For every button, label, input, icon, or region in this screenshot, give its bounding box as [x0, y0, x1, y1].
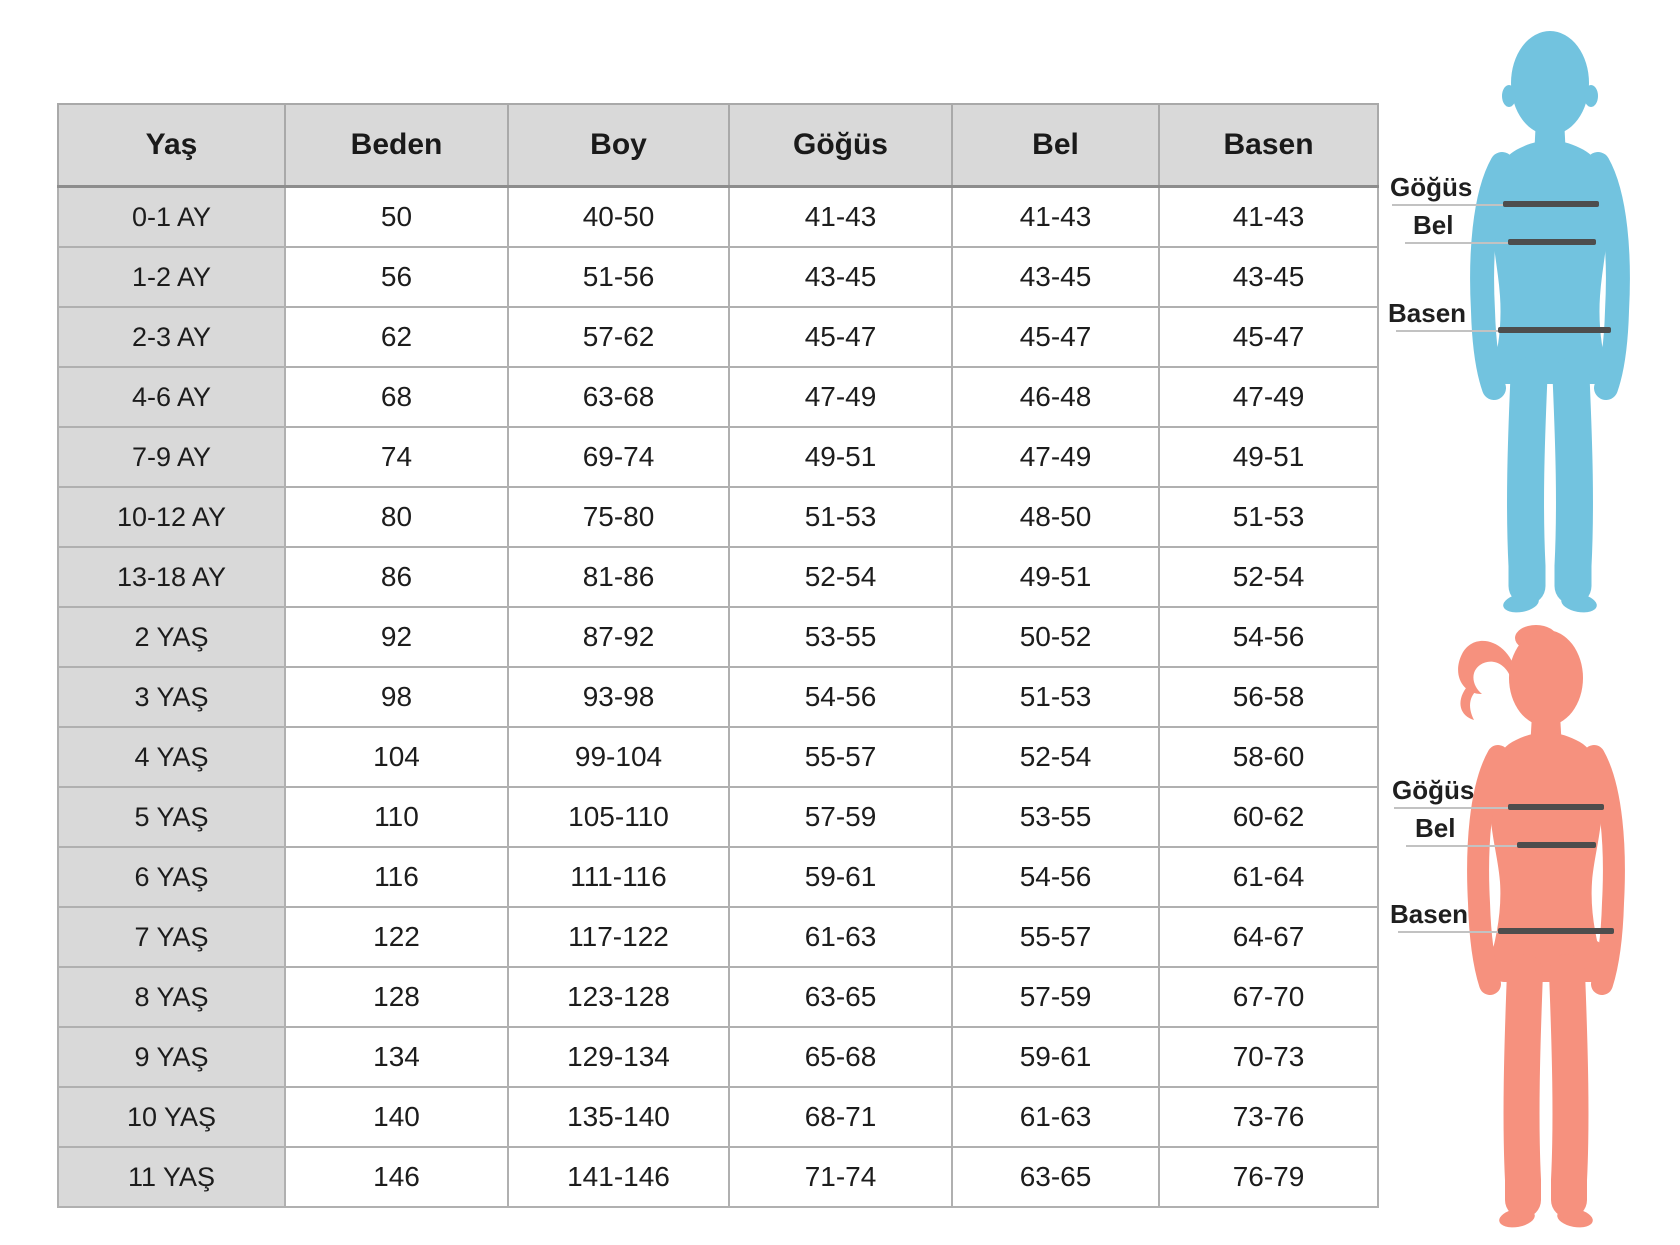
age-cell: 11 YAŞ	[58, 1147, 285, 1207]
girl-leg-left	[1522, 972, 1525, 1200]
girl-leg-right	[1567, 972, 1570, 1200]
value-cell: 61-64	[1159, 847, 1378, 907]
value-cell: 52-54	[952, 727, 1159, 787]
value-cell: 116	[285, 847, 508, 907]
girl-hip-label: Basen	[1390, 899, 1469, 929]
boy-leg-right	[1571, 376, 1574, 586]
table-row	[58, 727, 1378, 787]
column-header: Bel	[952, 104, 1159, 187]
value-cell: 86	[285, 547, 508, 607]
value-cell: 63-65	[952, 1147, 1159, 1207]
value-cell: 57-59	[952, 967, 1159, 1027]
table-row	[58, 367, 1378, 427]
table-body	[58, 187, 1378, 1208]
boy-hip-measure-line	[1498, 327, 1611, 333]
value-cell: 49-51	[729, 427, 952, 487]
value-cell: 64-67	[1159, 907, 1378, 967]
value-cell: 54-56	[1159, 607, 1378, 667]
value-cell: 41-43	[729, 187, 952, 248]
value-cell: 76-79	[1159, 1147, 1378, 1207]
age-cell: 5 YAŞ	[58, 787, 285, 847]
value-cell: 51-53	[952, 667, 1159, 727]
value-cell: 46-48	[952, 367, 1159, 427]
value-cell: 59-61	[952, 1027, 1159, 1087]
value-cell: 67-70	[1159, 967, 1378, 1027]
value-cell: 65-68	[729, 1027, 952, 1087]
value-cell: 55-57	[952, 907, 1159, 967]
age-cell: 4-6 AY	[58, 367, 285, 427]
column-header: Basen	[1159, 104, 1378, 187]
age-cell: 10-12 AY	[58, 487, 285, 547]
column-header: Beden	[285, 104, 508, 187]
value-cell: 73-76	[1159, 1087, 1378, 1147]
boy-waist-measure-line	[1508, 239, 1596, 245]
value-cell: 40-50	[508, 187, 729, 248]
girl-chest-label: Göğüs	[1392, 775, 1475, 805]
value-cell: 59-61	[729, 847, 952, 907]
value-cell: 63-65	[729, 967, 952, 1027]
value-cell: 93-98	[508, 667, 729, 727]
value-cell: 43-45	[729, 247, 952, 307]
value-cell: 57-62	[508, 307, 729, 367]
value-cell: 140	[285, 1087, 508, 1147]
value-cell: 45-47	[729, 307, 952, 367]
value-cell: 50	[285, 187, 508, 248]
value-cell: 69-74	[508, 427, 729, 487]
age-cell: 9 YAŞ	[58, 1027, 285, 1087]
value-cell: 87-92	[508, 607, 729, 667]
value-cell: 55-57	[729, 727, 952, 787]
age-cell: 3 YAŞ	[58, 667, 285, 727]
girl-chest-leader-line	[1394, 807, 1508, 809]
value-cell: 74	[285, 427, 508, 487]
girl-head	[1509, 630, 1583, 726]
table-header-row	[58, 104, 1378, 187]
boy-waist-label: Bel	[1413, 210, 1454, 240]
value-cell: 51-53	[1159, 487, 1378, 547]
table-row	[58, 187, 1378, 248]
value-cell: 51-53	[729, 487, 952, 547]
value-cell: 54-56	[729, 667, 952, 727]
value-cell: 68-71	[729, 1087, 952, 1147]
value-cell: 49-51	[952, 547, 1159, 607]
value-cell: 49-51	[1159, 427, 1378, 487]
value-cell: 53-55	[952, 787, 1159, 847]
girl-chest-measure-line	[1508, 804, 1604, 810]
table-row	[58, 487, 1378, 547]
boy-ear-right	[1584, 85, 1598, 107]
value-cell: 141-146	[508, 1147, 729, 1207]
value-cell: 52-54	[1159, 547, 1378, 607]
boy-ear-left	[1502, 85, 1516, 107]
value-cell: 51-56	[508, 247, 729, 307]
table-row	[58, 847, 1378, 907]
value-cell: 47-49	[952, 427, 1159, 487]
value-cell: 122	[285, 907, 508, 967]
age-cell: 7-9 AY	[58, 427, 285, 487]
boy-chest-measure-line	[1503, 201, 1599, 207]
age-cell: 0-1 AY	[58, 187, 285, 248]
value-cell: 134	[285, 1027, 508, 1087]
value-cell: 129-134	[508, 1027, 729, 1087]
value-cell: 41-43	[1159, 187, 1378, 248]
boy-chest-label: Göğüs	[1390, 172, 1473, 202]
girl-waist-leader-line	[1406, 845, 1517, 847]
age-cell: 2-3 AY	[58, 307, 285, 367]
table-row	[58, 247, 1378, 307]
value-cell: 60-62	[1159, 787, 1378, 847]
value-cell: 50-52	[952, 607, 1159, 667]
girl-ponytail-tip	[1460, 688, 1476, 720]
age-cell: 10 YAŞ	[58, 1087, 285, 1147]
value-cell: 61-63	[952, 1087, 1159, 1147]
column-header: Göğüs	[729, 104, 952, 187]
age-cell: 4 YAŞ	[58, 727, 285, 787]
column-header: Boy	[508, 104, 729, 187]
girl-hip-leader-line	[1398, 931, 1498, 933]
value-cell: 75-80	[508, 487, 729, 547]
boy-hip-leader-line	[1396, 330, 1498, 332]
value-cell: 68	[285, 367, 508, 427]
girl-waist-label: Bel	[1415, 813, 1456, 843]
age-cell: 1-2 AY	[58, 247, 285, 307]
boy-chest-leader-line	[1392, 204, 1504, 206]
girl-ponytail	[1458, 641, 1516, 694]
table-row	[58, 307, 1378, 367]
value-cell: 43-45	[1159, 247, 1378, 307]
table-row	[58, 667, 1378, 727]
value-cell: 54-56	[952, 847, 1159, 907]
table-row	[58, 787, 1378, 847]
table-row	[58, 427, 1378, 487]
value-cell: 48-50	[952, 487, 1159, 547]
girl-hip-measure-line	[1498, 928, 1614, 934]
boy-leg-left	[1526, 376, 1529, 586]
value-cell: 80	[285, 487, 508, 547]
value-cell: 70-73	[1159, 1027, 1378, 1087]
value-cell: 53-55	[729, 607, 952, 667]
value-cell: 56-58	[1159, 667, 1378, 727]
value-cell: 63-68	[508, 367, 729, 427]
boy-hip-label: Basen	[1388, 298, 1467, 328]
table-row	[58, 1027, 1378, 1087]
value-cell: 47-49	[1159, 367, 1378, 427]
value-cell: 58-60	[1159, 727, 1378, 787]
value-cell: 123-128	[508, 967, 729, 1027]
age-cell: 6 YAŞ	[58, 847, 285, 907]
value-cell: 92	[285, 607, 508, 667]
age-cell: 2 YAŞ	[58, 607, 285, 667]
table-row	[58, 1147, 1378, 1207]
value-cell: 52-54	[729, 547, 952, 607]
value-cell: 111-116	[508, 847, 729, 907]
value-cell: 135-140	[508, 1087, 729, 1147]
value-cell: 61-63	[729, 907, 952, 967]
value-cell: 110	[285, 787, 508, 847]
value-cell: 99-104	[508, 727, 729, 787]
value-cell: 62	[285, 307, 508, 367]
value-cell: 56	[285, 247, 508, 307]
column-header: Yaş	[58, 104, 285, 187]
table-row	[58, 1087, 1378, 1147]
value-cell: 41-43	[952, 187, 1159, 248]
value-cell: 43-45	[952, 247, 1159, 307]
value-cell: 45-47	[1159, 307, 1378, 367]
boy-waist-leader-line	[1405, 242, 1508, 244]
size-chart-table	[57, 103, 1379, 1208]
girl-waist-measure-line	[1517, 842, 1596, 848]
table-row	[58, 547, 1378, 607]
table-row	[58, 907, 1378, 967]
table-row	[58, 607, 1378, 667]
value-cell: 117-122	[508, 907, 729, 967]
value-cell: 128	[285, 967, 508, 1027]
boy-silhouette	[1450, 26, 1660, 626]
value-cell: 71-74	[729, 1147, 952, 1207]
value-cell: 45-47	[952, 307, 1159, 367]
value-cell: 98	[285, 667, 508, 727]
value-cell: 104	[285, 727, 508, 787]
age-cell: 8 YAŞ	[58, 967, 285, 1027]
table-row	[58, 967, 1378, 1027]
value-cell: 47-49	[729, 367, 952, 427]
value-cell: 81-86	[508, 547, 729, 607]
value-cell: 146	[285, 1147, 508, 1207]
value-cell: 105-110	[508, 787, 729, 847]
age-cell: 13-18 AY	[58, 547, 285, 607]
age-cell: 7 YAŞ	[58, 907, 285, 967]
value-cell: 57-59	[729, 787, 952, 847]
